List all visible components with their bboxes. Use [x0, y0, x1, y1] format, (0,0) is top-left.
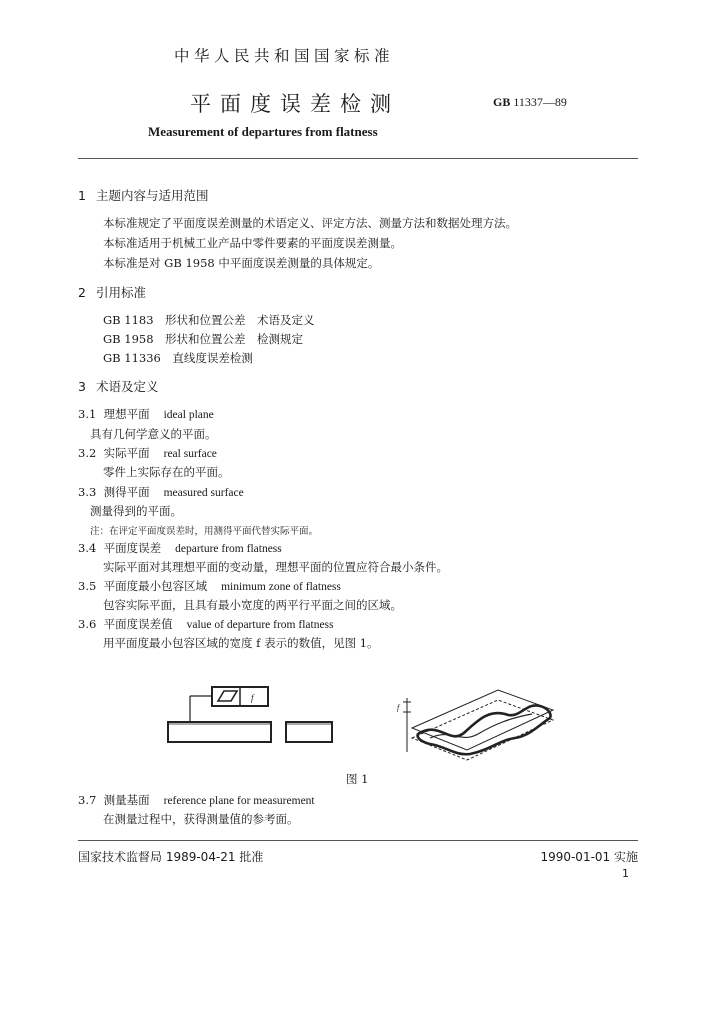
term-name-en: value of departure from flatness	[186, 619, 334, 631]
reference-item: GB 11336 直线度误差检测	[103, 351, 253, 365]
paragraph: 本标准是对 GB 1958 中平面度误差测量的具体规定。	[103, 256, 380, 270]
standard-code: 11337—89	[513, 95, 567, 109]
section-number: 3	[78, 379, 86, 394]
figure-caption: 图 1	[346, 772, 369, 786]
term-heading	[78, 484, 244, 500]
term-heading	[78, 540, 282, 556]
note: 注：在评定平面度误差时，用测得平面代替实际平面。	[90, 526, 319, 537]
section-title: 术语及定义	[96, 379, 159, 394]
flatness-symbol	[218, 691, 237, 701]
approval-line: 国家技术监督局 1989-04-21 批准	[78, 850, 264, 864]
term-name-en: measured surface	[163, 487, 244, 499]
term-name-en: departure from flatness	[175, 543, 282, 555]
document-title: 平面度误差检测	[190, 92, 400, 116]
term-name-en: reference plane for measurement	[163, 795, 315, 807]
term-definition: 包容实际平面，且具有最小宽度的两平行平面之间的区域。	[103, 598, 402, 612]
term-name-cn: 实际平面	[103, 446, 150, 460]
zone-width-label: f	[397, 703, 400, 712]
standard-number	[493, 95, 567, 110]
tolerance-frame-drawing	[168, 687, 332, 742]
term-heading	[78, 406, 214, 422]
figure-1	[160, 680, 560, 780]
tolerance-value: f	[251, 693, 254, 703]
term-heading	[78, 792, 315, 808]
standard-prefix: GB	[493, 95, 511, 109]
minimum-zone-drawing	[403, 690, 553, 760]
term-number: 3.6	[78, 617, 97, 631]
term-name-cn: 平面度误差	[103, 541, 162, 555]
reference-item: GB 1958 形状和位置公差 检测规定	[103, 332, 304, 346]
section-number: 1	[78, 188, 86, 203]
section-title: 引用标准	[96, 285, 147, 300]
section-heading-3	[78, 377, 159, 395]
term-number: 3.3	[78, 485, 97, 499]
reference-item: GB 1183 形状和位置公差 术语及定义	[103, 313, 315, 327]
section-title: 主题内容与适用范围	[96, 188, 209, 203]
term-name-cn: 理想平面	[103, 407, 150, 421]
term-name-en: ideal plane	[163, 409, 214, 421]
section-heading-1	[78, 186, 209, 204]
actual-surface-profile	[418, 705, 551, 754]
part-end-view	[286, 722, 332, 742]
term-definition: 零件上实际存在的平面。	[103, 465, 230, 479]
upper-zone-plane	[412, 690, 553, 750]
paragraph: 本标准规定了平面度误差测量的术语定义、评定方法、测量方法和数据处理方法。	[103, 216, 517, 230]
term-number: 3.7	[78, 793, 97, 807]
issuing-authority: 中华人民共和国国家标准	[174, 47, 395, 65]
term-definition: 实际平面对其理想平面的变动量，理想平面的位置应符合最小条件。	[103, 560, 448, 574]
term-number: 3.4	[78, 541, 97, 555]
section-heading-2	[78, 283, 146, 301]
page-number: 1	[622, 867, 629, 880]
term-name-en: real surface	[163, 448, 217, 460]
term-heading	[78, 616, 334, 632]
term-definition: 测量得到的平面。	[90, 504, 182, 518]
term-name-en: minimum zone of flatness	[221, 581, 341, 593]
footer-rule	[78, 840, 638, 841]
document-subtitle: Measurement of departures from flatness	[148, 124, 378, 139]
term-definition: 在测量过程中，获得测量值的参考面。	[103, 812, 299, 826]
term-heading	[78, 578, 341, 594]
term-definition: 具有几何学意义的平面。	[90, 427, 217, 441]
term-name-cn: 平面度误差值	[103, 617, 173, 631]
term-number: 3.1	[78, 407, 97, 421]
part-section	[168, 722, 271, 742]
term-definition: 用平面度最小包容区域的宽度 f 表示的数值，见图 1。	[103, 636, 379, 650]
term-name-cn: 测得平面	[103, 485, 150, 499]
term-name-cn: 测量基面	[103, 793, 150, 807]
paragraph: 本标准适用于机械工业产品中零件要素的平面度误差测量。	[103, 236, 402, 250]
term-number: 3.2	[78, 446, 97, 460]
term-name-cn: 平面度最小包容区域	[103, 579, 208, 593]
section-number: 2	[78, 285, 86, 300]
term-heading	[78, 445, 217, 461]
effective-date: 1990-01-01 实施	[540, 850, 638, 864]
header-rule	[78, 158, 638, 159]
term-number: 3.5	[78, 579, 97, 593]
